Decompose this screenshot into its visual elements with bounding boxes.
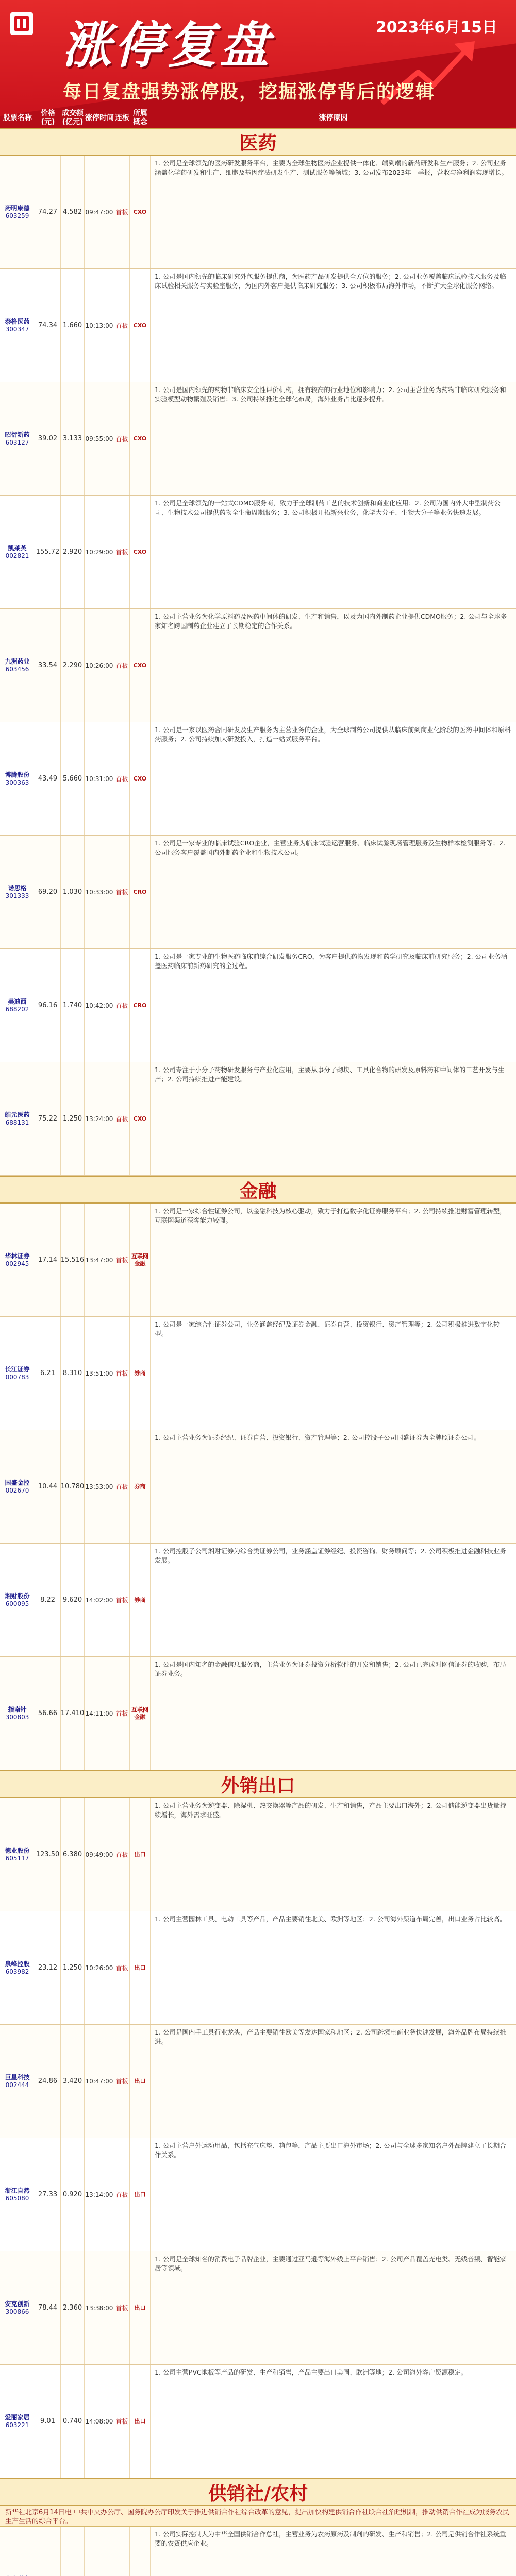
report-date: 2023年6月15日 [375,19,497,37]
reason-text: 1. 公司主营户外运动用品，包括充气床垫、箱包等，产品主要出口海外市场；2. 公司与全球多家知名户外品牌建立了长期合作关系。 [155,2142,506,2159]
limit-up-reason [151,269,516,382]
board-count: 首板 [114,1544,130,1656]
board-count [114,2527,130,2576]
stock-price: 123.50 [35,1798,61,1911]
limit-up-time: 10:47:00 [85,2025,114,2138]
reason-text: 1. 公司是一家专业的临床试验CRO企业，主营业务为临床试验运营服务、临床试验现场管理服务及生物样本检测服务等；2. 公司服务客户覆盖国内外制药企业和生物技术公司。 [155,839,506,856]
table-row[interactable] [0,156,516,269]
board-count: 首板 [114,1430,130,1543]
table-row[interactable] [0,609,516,722]
reason-text: 1. 公司是国内知名的金融信息服务商，主营业务为证券投资分析软件的开发和销售；2. 公司已完成对网信证券的收购，布局证券业务。 [155,1660,506,1677]
limit-up-reason [151,1204,516,1316]
turnover-amount: 3.133 [61,382,85,495]
stock-code: 603456 [5,665,29,673]
board-count: 首板 [114,2138,130,2251]
stock-price [35,2527,61,2576]
limit-up-time: 09:49:00 [85,1798,114,1911]
stock-price: 43.49 [35,722,61,835]
stock-table [0,128,516,2576]
board-count: 首板 [114,1062,130,1175]
concept-tag: 互联网金融 [130,1204,151,1316]
limit-up-reason [151,609,516,722]
stock-name[interactable]: 德业股份 [5,1846,30,1854]
limit-up-time: 10:26:00 [85,1911,114,2024]
reason-text: 1. 公司主营PVC地板等产品的研发、生产和销售，产品主要出口美国、欧洲等地；2. 公司海外客户资源稳定。 [155,2368,468,2376]
board-count: 首板 [114,269,130,382]
stock-code: 300866 [5,2308,29,2315]
stock-price: 96.16 [35,949,61,1062]
stock-name-cell[interactable] [0,1911,35,2024]
turnover-amount: 15.516 [61,1204,85,1316]
board-count: 首板 [114,2365,130,2478]
board-count: 首板 [114,1317,130,1430]
stock-name-cell[interactable] [0,1430,35,1543]
limit-up-time: 14:11:00 [85,1657,114,1770]
limit-up-time: 14:02:00 [85,1544,114,1656]
stock-price: 75.22 [35,1062,61,1175]
stock-code: 603259 [5,212,29,219]
limit-up-time: 10:33:00 [85,836,114,948]
reason-text: 1. 公司专注于小分子药物研发服务与产业化应用，主要从事分子砌块、工具化合物的研发及原料药和中间体的工艺开发与生产；2. 公司持续推进产能建设。 [155,1066,505,1083]
limit-up-time: 10:26:00 [85,609,114,722]
stock-code: 603982 [5,1968,29,1975]
header-banner [0,0,516,128]
stock-code: 605080 [5,2194,29,2202]
concept-tag: 出口 [130,2365,151,2478]
sector-header: 供销社/农村 [0,2478,516,2506]
stock-price: 78.44 [35,2251,61,2364]
stock-price: 27.33 [35,2138,61,2251]
table-row[interactable] [0,949,516,1062]
limit-up-reason [151,949,516,1062]
stock-name[interactable]: 湘财股份 [5,1592,30,1600]
stock-name[interactable]: 博腾股份 [5,771,30,778]
stock-price: 39.02 [35,382,61,495]
turnover-amount: 5.660 [61,722,85,835]
concept-tag: CXO [130,722,151,835]
limit-up-reason [151,2025,516,2138]
stock-price: 155.72 [35,496,61,608]
stock-name-cell[interactable] [0,609,35,722]
concept-tag: 出口 [130,2138,151,2251]
stock-code: 688131 [5,1118,29,1126]
table-row[interactable] [0,2138,516,2251]
stock-name-cell[interactable] [0,1317,35,1430]
stock-name[interactable]: 国盛金控 [5,1479,30,1486]
limit-up-time [85,2527,114,2576]
stock-price: 69.20 [35,836,61,948]
stock-code: 300803 [5,1713,29,1721]
reason-text: 1. 公司主营园林工具、电动工具等产品，产品主要销往北美、欧洲等地区；2. 公司海外渠道布局完善，出口业务占比较高。 [155,1915,506,1923]
limit-up-time: 09:47:00 [85,156,114,268]
table-row[interactable] [0,496,516,609]
stock-code: 002670 [5,1486,29,1494]
limit-up-reason [151,2365,516,2478]
table-row[interactable] [0,2025,516,2138]
turnover-amount: 1.250 [61,1911,85,2024]
stock-name-cell[interactable] [0,156,35,268]
sector-rows [0,156,516,1176]
stock-price: 8.22 [35,1544,61,1656]
table-row[interactable] [0,1204,516,1317]
concept-tag: 出口 [130,1798,151,1911]
stock-code: 603221 [5,2421,29,2429]
reason-text: 1. 公司是国内领先的药物非临床安全性评价机构，拥有较高的行业地位和影响力；2. 公司主营业务为药物非临床研究服务和实验模型动物繁殖及销售；3. 公司持续推进全球化布局，海外业务占比逐步提升。 [155,386,506,403]
table-row[interactable] [0,382,516,496]
table-row[interactable] [0,2251,516,2365]
table-header [0,108,516,128]
turnover-amount: 9.620 [61,1544,85,1656]
concept-tag: 出口 [130,2025,151,2138]
table-row[interactable] [0,2365,516,2478]
sector-header: 金融 [0,1176,516,1204]
turnover-amount: 17.410 [61,1657,85,1770]
board-count: 首板 [114,722,130,835]
reason-text: 1. 公司主营业务为化学原料药及医药中间体的研发、生产和销售，以及为国内外制药企业提供CDMO服务；2. 公司与全球多家知名跨国制药企业建立了长期稳定的合作关系。 [155,613,507,630]
limit-up-reason [151,1317,516,1430]
stock-name[interactable]: 美迪西 [8,997,27,1005]
stock-code: 002821 [5,552,29,560]
sector-header: 医药 [0,128,516,156]
column-header-price: 价格(元) [41,109,55,126]
concept-tag: 券商 [130,1317,151,1430]
concept-tag: 出口 [130,1911,151,2024]
board-count: 首板 [114,1657,130,1770]
column-header-rank: 连板 [115,113,129,122]
limit-up-time: 14:08:00 [85,2365,114,2478]
board-count: 首板 [114,1798,130,1911]
stock-name-cell[interactable] [0,496,35,608]
turnover-amount: 0.740 [61,2365,85,2478]
limit-up-time: 13:24:00 [85,1062,114,1175]
stock-name[interactable]: 浙江自然 [5,2187,30,2194]
table-row[interactable] [0,269,516,382]
limit-up-time: 13:38:00 [85,2251,114,2364]
table-row[interactable] [0,1317,516,1430]
limit-up-time: 13:47:00 [85,1204,114,1316]
stock-name[interactable]: 指南针 [8,1705,27,1713]
stock-name-cell[interactable] [0,2138,35,2251]
concept-tag: CXO [130,269,151,382]
app-logo [10,12,33,35]
limit-up-time: 13:53:00 [85,1430,114,1543]
concept-tag: 券商 [130,1544,151,1656]
sector-rows [0,2527,516,2576]
stock-name[interactable]: 九洲药业 [5,657,30,665]
reason-text: 1. 公司实际控制人为中华全国供销合作总社，主营业务为农药原药及制剂的研发、生产和销售；2. 公司是供销合作社系统重要的农资供应企业。 [155,2530,506,2547]
reason-text: 1. 公司控股子公司湘财证券为综合类证券公司，业务涵盖证券经纪、投资咨询、财务顾问等；2. 公司积极推进金融科技业务发展。 [155,1547,506,1564]
stock-price: 56.66 [35,1657,61,1770]
turnover-amount: 8.310 [61,1317,85,1430]
stock-code: 300347 [5,325,29,333]
concept-tag: CXO [130,1062,151,1175]
limit-up-reason [151,496,516,608]
stock-price: 10.44 [35,1430,61,1543]
sector-rows [0,1204,516,1770]
turnover-amount [61,2527,85,2576]
logo-mark [14,16,29,31]
limit-up-reason [151,1062,516,1175]
limit-up-reason [151,1657,516,1770]
table-row[interactable] [0,1062,516,1176]
limit-up-time: 10:42:00 [85,949,114,1062]
stock-name-cell[interactable] [0,1204,35,1316]
stock-name-cell[interactable] [0,722,35,835]
concept-tag: CXO [130,609,151,722]
limit-up-reason [151,1798,516,1911]
concept-tag: 出口 [130,2251,151,2364]
turnover-amount: 1.740 [61,949,85,1062]
concept-tag [130,2527,151,2576]
board-count: 首板 [114,2251,130,2364]
table-row[interactable] [0,1798,516,1911]
stock-name-cell[interactable] [0,1657,35,1770]
column-header-reason: 涨停原因 [319,113,348,122]
board-count: 首板 [114,949,130,1062]
stock-name[interactable]: 泉峰控股 [5,1960,30,1968]
reason-text: 1. 公司是全球领先的医药研发服务平台，主要为全球生物医药企业提供一体化、端到端的新药研发和生产服务；2. 公司业务涵盖化学药研发和生产、细胞及基因疗法研发生产、测试服务等领域；3. 公司发布2023年一季报，营收与净利润实现增长。 [155,159,508,176]
reason-text: 1. 公司是一家综合性证券公司，以金融科技为核心驱动，致力于打造数字化证券服务平台；2. 公司持续推进财富管理转型，互联网渠道获客能力较强。 [155,1207,506,1224]
column-header-name: 股票名称 [3,113,32,122]
reason-text: 1. 公司是一家综合性证券公司，业务涵盖经纪及证券金融、证券自营、投资银行、资产管理等；2. 公司积极推进数字化转型。 [155,1320,500,1337]
stock-name[interactable]: 爱丽家居 [5,2413,30,2421]
reason-text: 1. 公司是一家以医药合同研发及生产服务为主营业务的企业，为全球制药公司提供从临床前到商业化阶段的医药中间体和原料药服务；2. 公司持续加大研发投入，打造一站式服务平台。 [155,726,511,743]
reason-text: 1. 公司是全球领先的一站式CDMO服务商，致力于全球制药工艺的技术创新和商业化应用；2. 公司为国内外大中型制药公司、生物技术公司提供药物全生命周期服务；3. 公司积极开拓新兴业务，化学大分子、生物大分子等业务快速发展。 [155,499,501,516]
board-count: 首板 [114,836,130,948]
concept-tag: CXO [130,382,151,495]
sector-header: 外销出口 [0,1770,516,1798]
limit-up-reason [151,1911,516,2024]
stock-name[interactable]: 长江证券 [5,1365,30,1373]
stock-name[interactable]: 诺思格 [8,884,27,892]
column-header-amount: 成交额(亿元) [62,109,84,126]
board-count: 首板 [114,609,130,722]
board-count: 首板 [114,1204,130,1316]
page-subtitle: 每日复盘强势涨停股，挖掘涨停背后的逻辑 [63,81,436,103]
turnover-amount: 10.780 [61,1430,85,1543]
stock-code: 603127 [5,438,29,446]
board-count: 首板 [114,156,130,268]
board-count: 首板 [114,1911,130,2024]
concept-tag: CRO [130,836,151,948]
concept-tag: 券商 [130,1430,151,1543]
table-row[interactable] [0,1430,516,1544]
table-row[interactable] [0,836,516,949]
stock-name[interactable]: 药明康德 [5,204,30,212]
stock-name-cell[interactable] [0,1544,35,1656]
stock-name[interactable]: 凯莱英 [8,544,27,552]
column-header-time: 涨停时间 [85,113,114,122]
turnover-amount: 1.030 [61,836,85,948]
stock-code: 300363 [5,778,29,786]
stock-price: 33.54 [35,609,61,722]
limit-up-time: 13:14:00 [85,2138,114,2251]
turnover-amount: 3.420 [61,2025,85,2138]
limit-up-reason [151,722,516,835]
stock-price: 9.01 [35,2365,61,2478]
stock-code: 000783 [5,1373,29,1381]
stock-name[interactable]: 安克创新 [5,2300,30,2308]
stock-name-cell[interactable] [0,2025,35,2138]
limit-up-reason [151,2138,516,2251]
stock-name[interactable]: 泰格医药 [5,317,30,325]
stock-name-cell[interactable] [0,836,35,948]
table-row[interactable] [0,722,516,836]
stock-name-cell[interactable] [0,2527,35,2576]
stock-code: 605117 [5,1854,29,1862]
stock-name-cell[interactable] [0,1062,35,1175]
table-row[interactable] [0,2527,516,2576]
sector-note: 新华社北京6月14日电 中共中央办公厅、国务院办公厅印发关于推进供销合作社综合改革的意见，提出加快构建供销合作社联合社治理机制，推动供销合作社成为服务农民生产生活的综合平台。 [0,2506,516,2527]
turnover-amount: 6.380 [61,1798,85,1911]
stock-code: 688202 [5,1005,29,1013]
concept-tag: CRO [130,949,151,1062]
limit-up-reason [151,1430,516,1543]
limit-up-time: 10:31:00 [85,722,114,835]
concept-tag: CXO [130,496,151,608]
limit-up-reason [151,2251,516,2364]
stock-name[interactable]: 巨星科技 [5,2073,30,2081]
stock-name-cell[interactable] [0,382,35,495]
limit-up-reason [151,382,516,495]
stock-price: 17.14 [35,1204,61,1316]
column-header-tag: 所属概念 [133,109,147,126]
limit-up-reason [151,2527,516,2576]
stock-name-cell[interactable] [0,1798,35,1911]
stock-name-cell[interactable] [0,269,35,382]
reason-text: 1. 公司主营业务为逆变器、除湿机、热交换器等产品的研发、生产和销售，产品主要出口海外；2. 公司储能逆变器出货量持续增长，海外需求旺盛。 [155,1802,506,1819]
limit-up-time: 10:29:00 [85,496,114,608]
reason-text: 1. 公司是国内领先的临床研究外包服务提供商，为医药产品研发提供全方位的服务；2. 公司业务覆盖临床试验技术服务及临床试验相关服务与实验室服务，为国内外客户提供临床研究服务；3. 公司积极布局海外市场，不断扩大全球化服务网络。 [155,273,506,290]
table-row[interactable] [0,1911,516,2025]
limit-up-time: 10:13:00 [85,269,114,382]
concept-tag: CXO [130,156,151,268]
turnover-amount: 2.290 [61,609,85,722]
reason-text: 1. 公司主营业务为证券经纪、证券自营、投资银行、资产管理等；2. 公司控股子公司国盛证券为全牌照证券公司。 [155,1434,480,1442]
concept-tag: 互联网金融 [130,1657,151,1770]
stock-price: 23.12 [35,1911,61,2024]
limit-up-reason [151,836,516,948]
turnover-amount: 1.660 [61,269,85,382]
reason-text: 1. 公司是全球知名的消费电子品牌企业，主要通过亚马逊等海外线上平台销售；2. 公司产品覆盖充电类、无线音频、智能家居等领域。 [155,2255,506,2272]
board-count: 首板 [114,2025,130,2138]
board-count: 首板 [114,496,130,608]
turnover-amount: 2.360 [61,2251,85,2364]
board-count: 首板 [114,382,130,495]
sector-rows [0,1798,516,2478]
turnover-amount: 1.250 [61,1062,85,1175]
reason-text: 1. 公司是国内手工具行业龙头，产品主要销往欧美等发达国家和地区；2. 公司跨境电商业务快速发展，海外品牌布局持续推进。 [155,2028,506,2045]
stock-code: 301333 [5,892,29,900]
limit-up-reason [151,1544,516,1656]
stock-price: 24.86 [35,2025,61,2138]
turnover-amount: 2.920 [61,496,85,608]
limit-up-time: 09:55:00 [85,382,114,495]
reason-text: 1. 公司是一家专业的生物医药临床前综合研发服务CRO，为客户提供药物发现和药学研究及临床前研究服务；2. 公司业务涵盖医药临床前新药研究的全过程。 [155,953,508,970]
stock-name[interactable]: 昭衍新药 [5,431,30,438]
stock-price: 74.27 [35,156,61,268]
turnover-amount: 0.920 [61,2138,85,2251]
stock-code: 600095 [5,1600,29,1607]
stock-name[interactable]: 华林证券 [5,1252,30,1260]
turnover-amount: 4.582 [61,156,85,268]
stock-price: 6.21 [35,1317,61,1430]
table-row[interactable] [0,1544,516,1657]
stock-code: 002444 [5,2081,29,2089]
limit-up-reason [151,156,516,268]
stock-name-cell[interactable] [0,2251,35,2364]
stock-name-cell[interactable] [0,2365,35,2478]
stock-name-cell[interactable] [0,949,35,1062]
page-title: 涨停复盘 [62,16,272,74]
limit-up-time: 13:51:00 [85,1317,114,1430]
stock-name[interactable]: 皓元医药 [5,1111,30,1118]
stock-code: 002945 [5,1260,29,1267]
table-row[interactable] [0,1657,516,1770]
stock-price: 74.34 [35,269,61,382]
